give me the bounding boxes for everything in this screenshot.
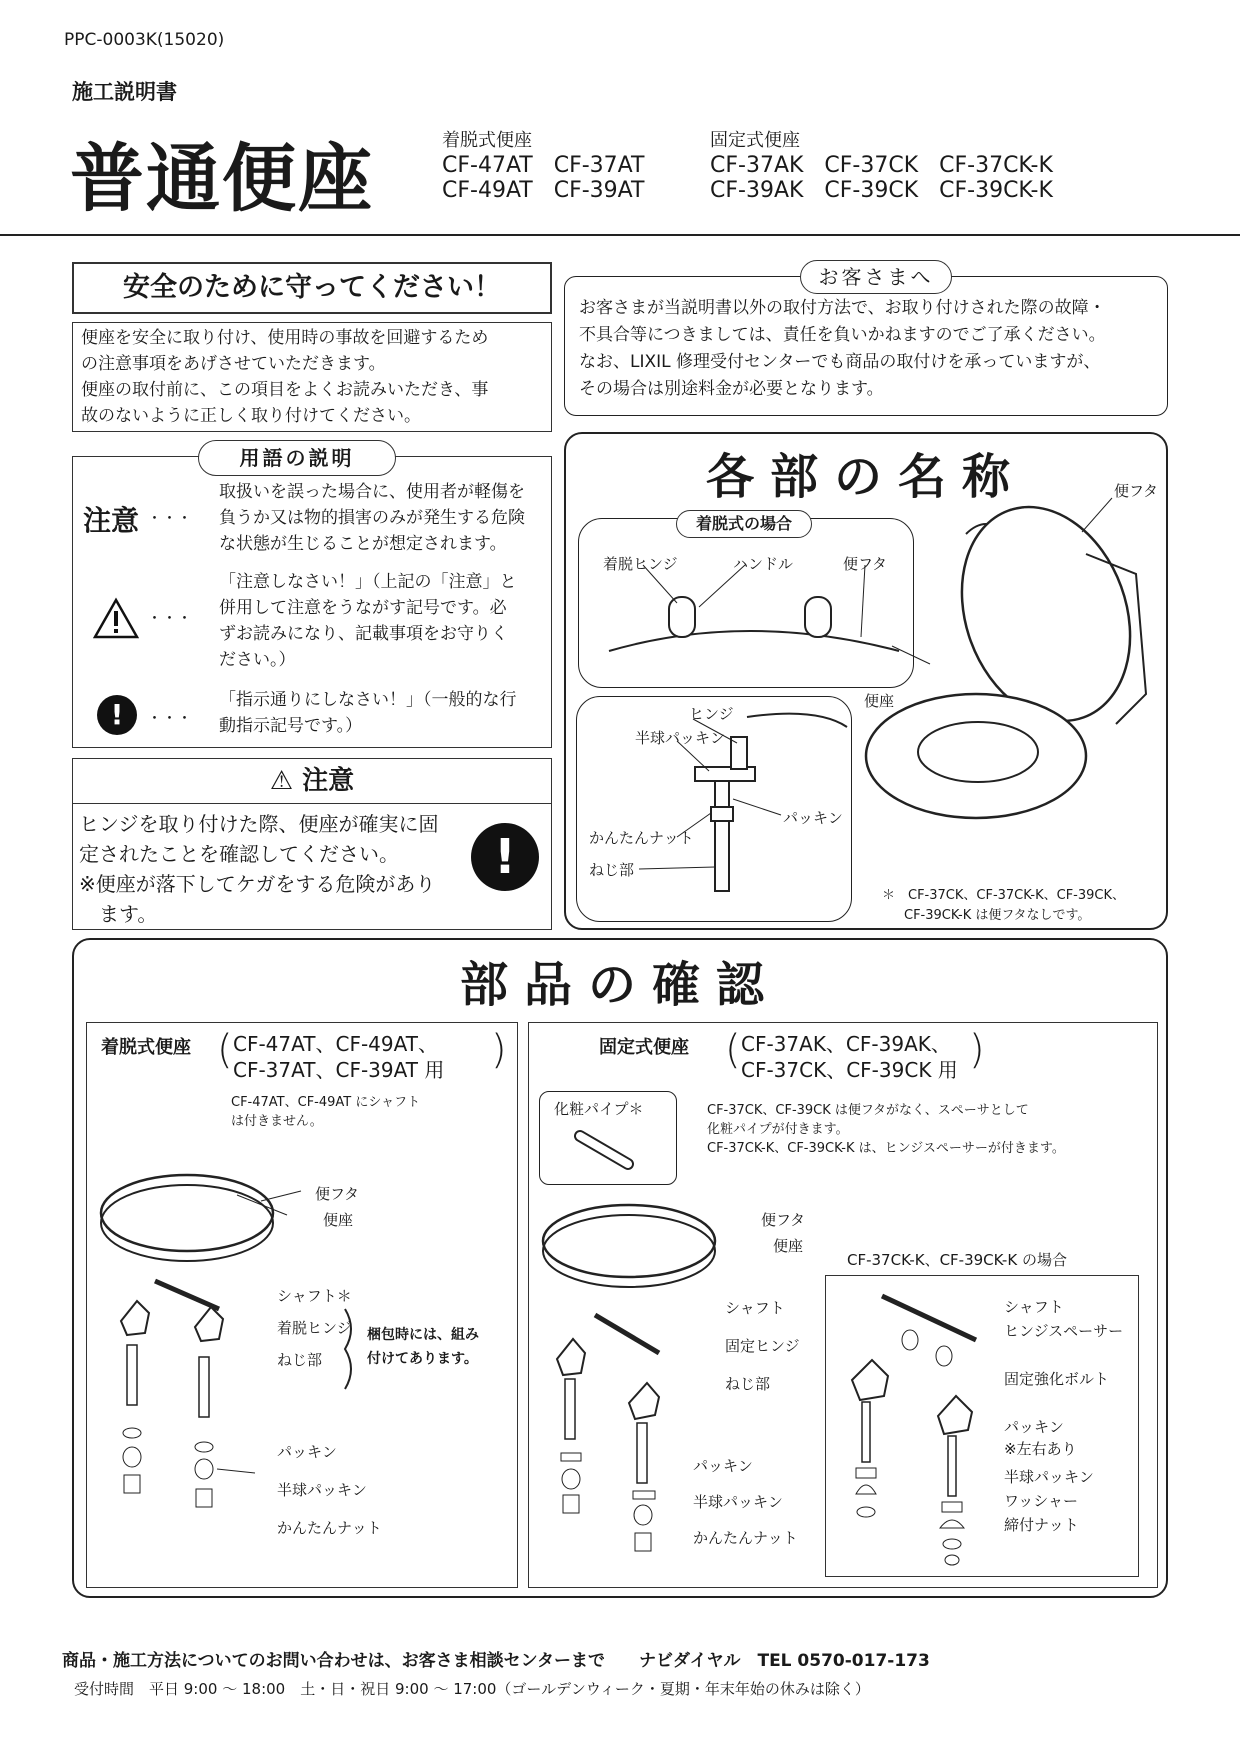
right-label-shaft: シャフト <box>725 1299 785 1317</box>
parts-names-box <box>564 432 1168 930</box>
warning-triangle-icon <box>93 597 139 639</box>
paren-close: ) <box>491 1027 507 1073</box>
parts-names-heading: 各部の名称 <box>705 449 1026 505</box>
no-lid-note-line: CF-39CK-K は便フタなしです。 <box>904 908 1091 923</box>
parts-check-box <box>72 938 1168 1598</box>
detachable-case-label: 着脱式の場合 <box>676 510 812 538</box>
left-label-packing: パッキン <box>277 1443 337 1461</box>
sub-label-spacer: ヒンジスペーサー <box>1004 1322 1124 1340</box>
models-line: CF-37AK、CF-39AK、 <box>741 1032 951 1056</box>
models-line: CF-47AT、CF-49AT、 <box>233 1032 438 1056</box>
caution-line: ※便座が落下してケガをする危険があり <box>79 872 436 896</box>
contact-line: 商品・施工方法についてのお問い合わせは、お客さま相談センターまで ナビダイヤル TEL 0570-017-173 <box>62 1651 930 1671</box>
detachable-row-2: CF-49AT CF-39AT <box>442 178 645 203</box>
sub-label-washer: ワッシャー <box>1004 1492 1078 1510</box>
hours-line: 受付時間 平日 9:00 ～ 18:00 土・日・祝日 9:00 ～ 17:00（ゴールデンウィーク・夏期・年末年始の休みは除く） <box>74 1680 870 1698</box>
sub-label-bolt: 固定強化ボルト <box>1004 1370 1110 1388</box>
shaft-note-line: は付きません。 <box>231 1114 323 1129</box>
left-label-seat: 便座 <box>323 1211 354 1229</box>
caution-box <box>72 758 552 930</box>
page-title: 普通便座 <box>70 136 374 222</box>
paren-open: ( <box>217 1027 233 1073</box>
right-label-hemi-packing: 半球パッキン <box>693 1493 783 1511</box>
caution-line: ヒンジを取り付けた際、便座が確実に固 <box>79 812 439 836</box>
caution-desc-line: な状態が生じることが想定されます。 <box>219 534 507 554</box>
label-easy-nut: かんたんナット <box>589 829 694 847</box>
right-label-screw: ねじ部 <box>725 1375 771 1393</box>
triangle-desc-line: ださい。） <box>219 650 296 670</box>
customer-line: 不具合等につきましては、責任を負いかねますのでご了承ください。 <box>579 325 1106 345</box>
triangle-desc-line: ずお読みになり、記載事項をお守りく <box>219 624 508 644</box>
label-hemi-packing: 半球パッキン <box>635 729 725 747</box>
safety-intro <box>72 322 552 432</box>
customer-line: お客さまが当説明書以外の取付方法で、お取り付けされた際の故障・ <box>579 298 1106 318</box>
triangle-desc-line: 併用して注意をうながす記号です。必 <box>219 598 507 618</box>
label-lid: 便フタ <box>843 555 887 573</box>
sub-label-lr: ※左右あり <box>1004 1440 1077 1458</box>
label-lid-2: 便フタ <box>1114 482 1158 500</box>
right-label-packing: パッキン <box>693 1457 753 1475</box>
document-code: PPC-0003K(15020) <box>64 30 225 50</box>
shaft-note-line: CF-47AT、CF-49AT にシャフト <box>231 1095 421 1110</box>
left-label-detach-hinge: 着脱ヒンジ <box>277 1319 352 1337</box>
terms-heading: 用語の説明 <box>198 440 396 476</box>
fixed-label: 固定式便座 <box>710 130 800 151</box>
ckk-parts-inset <box>825 1275 1139 1577</box>
parts-check-heading: 部品の確認 <box>459 957 780 1013</box>
caution-word: 注意 <box>83 504 140 537</box>
document-type: 施工説明書 <box>72 80 177 104</box>
no-lid-note-line: ＊ CF-37CK、CF-37CK-K、CF-39CK、 <box>882 888 1126 903</box>
safety-heading-box <box>72 262 552 314</box>
fixed-note-line: 化粧パイプが付きます。 <box>707 1122 849 1137</box>
fixed-row-2: CF-39AK CF-39CK CF-39CK-K <box>710 178 1053 203</box>
detachable-parts-panel <box>86 1022 518 1588</box>
dots-1: ・・・ <box>147 509 193 527</box>
paren-open-2: ( <box>725 1027 741 1073</box>
customer-notice-box <box>564 276 1168 416</box>
hinge-closeup-inset <box>576 696 852 922</box>
fixed-note-line: CF-37CK、CF-39CK は便フタがなく、スペーサとして <box>707 1103 1029 1118</box>
packed-note-line: 梱包時には、組み <box>367 1327 479 1343</box>
detachable-models <box>442 128 644 203</box>
fixed-parts-panel <box>528 1022 1158 1588</box>
customer-line: なお、LIXIL 修理受付センターでも商品の取付けを承っていますが、 <box>579 352 1101 372</box>
instruction-icon: ! <box>97 695 137 735</box>
left-label-hemi-packing: 半球パッキン <box>277 1481 367 1499</box>
sub-label-shaft: シャフト <box>1004 1298 1064 1316</box>
customer-line: その場合は別途料金が必要となります。 <box>579 379 884 399</box>
caution-box-header <box>73 759 551 804</box>
label-detach-hinge: 着脱ヒンジ <box>603 555 678 573</box>
caution-instruction-icon: ! <box>471 823 539 891</box>
paren-close-2: ) <box>969 1027 985 1073</box>
fixed-note-line: CF-37CK-K、CF-39CK-K は、ヒンジスペーサーが付きます。 <box>707 1141 1065 1156</box>
caution-desc-line: 負うか又は物的損害のみが発生する危険 <box>219 508 525 528</box>
customer-heading: お客さまへ <box>800 260 952 294</box>
detachable-parts-illustration <box>87 1023 519 1589</box>
caution-box-heading: 注意 <box>302 766 355 796</box>
label-screw: ねじ部 <box>589 861 635 879</box>
instruction-desc-line: 「指示通りにしなさい！」（一般的な行 <box>219 690 517 710</box>
right-label-seat: 便座 <box>773 1237 804 1255</box>
instruction-desc-line: 動指示記号です。） <box>219 716 363 736</box>
right-label-fixed-hinge: 固定ヒンジ <box>725 1337 800 1355</box>
safety-heading: 安全のために守ってください！ <box>123 272 501 303</box>
label-hinge: ヒンジ <box>689 705 734 723</box>
fixed-row-1: CF-37AK CF-37CK CF-37CK-K <box>710 153 1053 178</box>
left-label-shaft: シャフト＊ <box>277 1287 352 1305</box>
caution-line: ます。 <box>79 902 158 926</box>
label-handle: ハンドル <box>733 555 794 573</box>
right-label-easy-nut: かんたんナット <box>693 1529 798 1547</box>
safety-intro-line: 故のないように正しく取り付けてください。 <box>81 406 421 426</box>
dots-2: ・・・ <box>147 609 193 627</box>
caution-triangle-icon: ⚠ <box>269 766 294 796</box>
safety-intro-line: の注意事項をあげさせていただきます。 <box>81 354 386 374</box>
models-line: CF-37CK、CF-39CK 用 <box>741 1058 958 1082</box>
sub-label-hemi: 半球パッキン <box>1004 1468 1094 1486</box>
fixed-parts-label: 固定式便座 <box>599 1037 689 1058</box>
detachable-parts-label: 着脱式便座 <box>101 1037 191 1058</box>
label-packing: パッキン <box>783 809 843 827</box>
caution-desc-line: 取扱いを誤った場合に、使用者が軽傷を <box>219 482 525 502</box>
fixed-models <box>710 128 1053 203</box>
left-label-lid: 便フタ <box>315 1185 359 1203</box>
caution-line: 定されたことを確認してください。 <box>79 842 399 866</box>
detachable-row-1: CF-47AT CF-37AT <box>442 153 645 178</box>
dots-3: ・・・ <box>147 709 193 727</box>
safety-intro-line: 便座の取付前に、この項目をよくお読みいただき、事 <box>81 380 489 400</box>
left-label-easy-nut: かんたんナット <box>277 1519 382 1537</box>
toilet-seat-illustration <box>856 494 1166 834</box>
detachable-label: 着脱式便座 <box>442 130 532 151</box>
models-line: CF-37AT、CF-39AT 用 <box>233 1058 445 1082</box>
label-seat: 便座 <box>864 692 895 710</box>
left-label-screw: ねじ部 <box>277 1351 323 1369</box>
sub-inset-title: CF-37CK-K、CF-39CK-K の場合 <box>847 1251 1067 1269</box>
pipe-label: 化粧パイプ＊ <box>554 1100 644 1118</box>
sub-label-packing: パッキン <box>1004 1418 1064 1436</box>
triangle-desc-line: 「注意しなさい！」（上記の「注意」と <box>219 572 517 592</box>
safety-intro-line: 便座を安全に取り付け、使用時の事故を回避するため <box>81 328 489 348</box>
packed-note-line: 付けてあります。 <box>367 1351 478 1367</box>
terms-box <box>72 456 552 748</box>
right-label-lid: 便フタ <box>761 1211 805 1229</box>
sub-label-nut: 締付ナット <box>1004 1516 1079 1534</box>
header-divider <box>0 234 1240 236</box>
